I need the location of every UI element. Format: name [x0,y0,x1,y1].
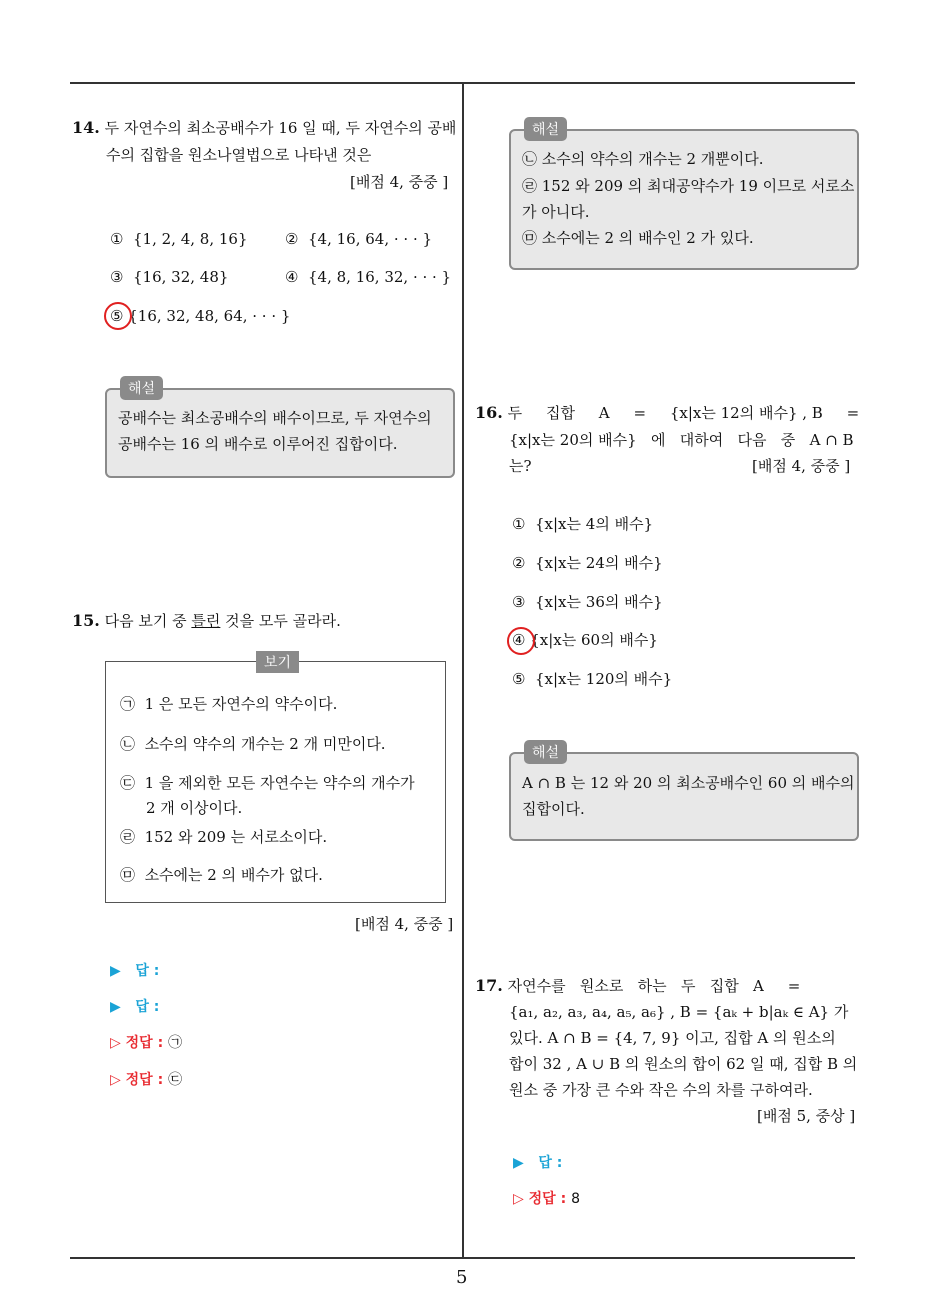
q14-text-1: 두 자연수의 최소공배수가 16 일 때, 두 자연수의 공배 [104,119,457,137]
q15-item-4 [120,827,327,847]
q14-choice-1[interactable] [110,229,248,249]
q15-item-3 [120,773,415,793]
choice-mark: ③ [512,593,526,611]
q15-solution-1: ㉡ 소수의 약수의 개수는 2 개뿐이다. [522,150,764,168]
correct-value: ㉠ [168,1035,183,1051]
q16-number: 16. [475,403,503,422]
bottom-rule [70,1257,855,1259]
q17-text-3: 있다. A ∩ B = {4, 7, 9} 이고, 집합 A 의 원소의 [509,1029,836,1047]
answer-label: 답 : [538,1155,563,1171]
q15-solution-tab: 해설 [524,117,567,141]
choice-text: {1, 2, 4, 8, 16} [133,230,248,248]
choice-text: {16, 32, 48, 64, · · · } [128,307,291,325]
choice-mark: ③ [110,268,124,286]
q16-choice-3[interactable] [512,592,663,612]
q15-answer-1[interactable] [110,960,159,980]
q17-number: 17. [475,976,503,995]
play-outline-icon: ▷ [513,1191,524,1207]
q15-item-1 [120,694,337,714]
item-text: 1 은 모든 자연수의 약수이다. [144,695,338,713]
play-icon: ▶ [110,999,121,1015]
choice-mark: ④ [285,268,299,286]
q15-text-post: 것을 모두 골라라. [220,612,341,630]
q16-text-1: 두 집합 A = {x|x는 12의 배수} , B = [507,404,860,422]
q15-item-5 [120,865,323,885]
item-text: 소수에는 2 의 배수가 없다. [144,866,323,884]
page-number: 5 [456,1267,468,1288]
q17-text-4: 합이 32 , A ∪ B 의 원소의 합이 62 일 때, 집합 B 의 [509,1055,858,1073]
play-outline-icon: ▷ [110,1072,121,1088]
q17-text-5: 원소 중 가장 큰 수와 작은 수의 차를 구하여라. [509,1081,813,1099]
item-mark: ㉠ [120,695,136,713]
q15-item-3-cont: 2 개 이상이다. [146,799,243,817]
q15-solution-3: 가 아니다. [522,203,590,221]
q16-choice-1[interactable] [512,514,653,534]
choice-text: {4, 16, 64, · · · } [308,230,433,248]
q15-correct-2 [110,1069,182,1089]
q14-choice-4[interactable] [285,267,451,287]
q16-solution-2: 집합이다. [522,800,585,818]
play-icon: ▶ [110,963,121,979]
q14-selected-circle [104,302,132,330]
q15-text-underline: 틀린 [191,612,221,630]
q16-text-line-1 [475,403,859,423]
choice-mark: ⑤ [512,670,526,688]
q17-text-1: 자연수를 원소로 하는 두 집합 A = [507,977,801,995]
q17-text-line-1 [475,976,800,996]
q15-solution-4: ㉤ 소수에는 2 의 배수인 2 가 있다. [522,229,754,247]
choice-text: {x|x는 4의 배수} [535,515,654,533]
play-outline-icon: ▷ [110,1035,121,1051]
q14-choice-2[interactable] [285,229,432,249]
play-icon: ▶ [513,1155,524,1171]
q17-answer[interactable] [513,1152,562,1172]
q16-text-3: 는? [509,457,532,475]
q16-choice-5[interactable] [512,669,672,689]
q14-choice-3[interactable] [110,267,228,287]
choice-text: {x|x는 36의 배수} [535,593,663,611]
q15-item-2 [120,734,386,754]
q17-score: [배점 5, 중상 ] [757,1107,856,1125]
choice-text: {x|x는 24의 배수} [535,554,663,572]
q14-choice-5[interactable] [110,306,290,326]
q16-choice-2[interactable] [512,553,663,573]
column-divider [462,83,464,1258]
item-mark: ㉢ [120,774,136,792]
choice-mark: ⑤ [110,307,124,325]
choice-text: {x|x는 120의 배수} [535,670,673,688]
q16-text-2: {x|x는 20의 배수} 에 대하여 다음 중 A ∩ B [509,431,854,449]
choice-text: {x|x는 60의 배수} [530,631,658,649]
item-text: 소수의 약수의 개수는 2 개 미만이다. [144,735,386,753]
q15-solution-2: ㉣ 152 와 209 의 최대공약수가 19 이므로 서로소 [522,177,855,195]
item-text: 1 을 제외한 모든 자연수는 약수의 개수가 [144,774,415,792]
q14-solution-box [105,388,455,478]
choice-mark: ② [512,554,526,572]
item-mark: ㉣ [120,828,136,846]
q16-solution-1: A ∩ B 는 12 와 20 의 최소공배수인 60 의 배수의 [522,774,855,792]
choice-mark: ① [512,515,526,533]
q15-bogi-tab: 보기 [256,651,299,673]
q14-solution-1: 공배수는 최소공배수의 배수이므로, 두 자연수의 [118,409,432,427]
q14-score: [배점 4, 중중 ] [350,173,449,191]
q16-selected-circle [507,627,535,655]
choice-mark: ② [285,230,299,248]
item-mark: ㉡ [120,735,136,753]
choice-text: {16, 32, 48} [133,268,229,286]
answer-label: 답 : [135,999,160,1015]
answer-label: 답 : [135,963,160,979]
q14-number: 14. [72,118,100,137]
q15-number: 15. [72,611,100,630]
q15-text [72,611,341,631]
q16-solution-tab: 해설 [524,740,567,764]
q15-score: [배점 4, 중중 ] [355,915,454,933]
choice-mark: ④ [512,631,526,649]
q15-text-pre: 다음 보기 중 [104,612,192,630]
correct-label: 정답 : [125,1072,164,1088]
q14-solution-2: 공배수는 16 의 배수로 이루어진 집합이다. [118,435,398,453]
item-text: 152 와 209 는 서로소이다. [144,828,328,846]
choice-text: {4, 8, 16, 32, · · · } [308,268,452,286]
q15-correct-1 [110,1032,182,1052]
q17-text-2: {a₁, a₂, a₃, a₄, a₅, a₆} , B = {aₖ + b|aₖ ∈ A} 가 [509,1003,849,1021]
choice-mark: ① [110,230,124,248]
correct-label: 정답 : [125,1035,164,1051]
correct-value: 8 [571,1191,580,1207]
q17-correct [513,1188,580,1208]
correct-label: 정답 : [528,1191,567,1207]
q14-text-2: 수의 집합을 원소나열법으로 나타낸 것은 [106,146,372,164]
correct-value: ㉢ [168,1072,183,1088]
q15-answer-2[interactable] [110,996,159,1016]
q14-solution-tab: 해설 [120,376,163,400]
q14-text-line-1 [72,118,456,138]
item-mark: ㉤ [120,866,136,884]
q16-solution-box [509,752,859,841]
q16-score: [배점 4, 중중 ] [752,457,851,475]
